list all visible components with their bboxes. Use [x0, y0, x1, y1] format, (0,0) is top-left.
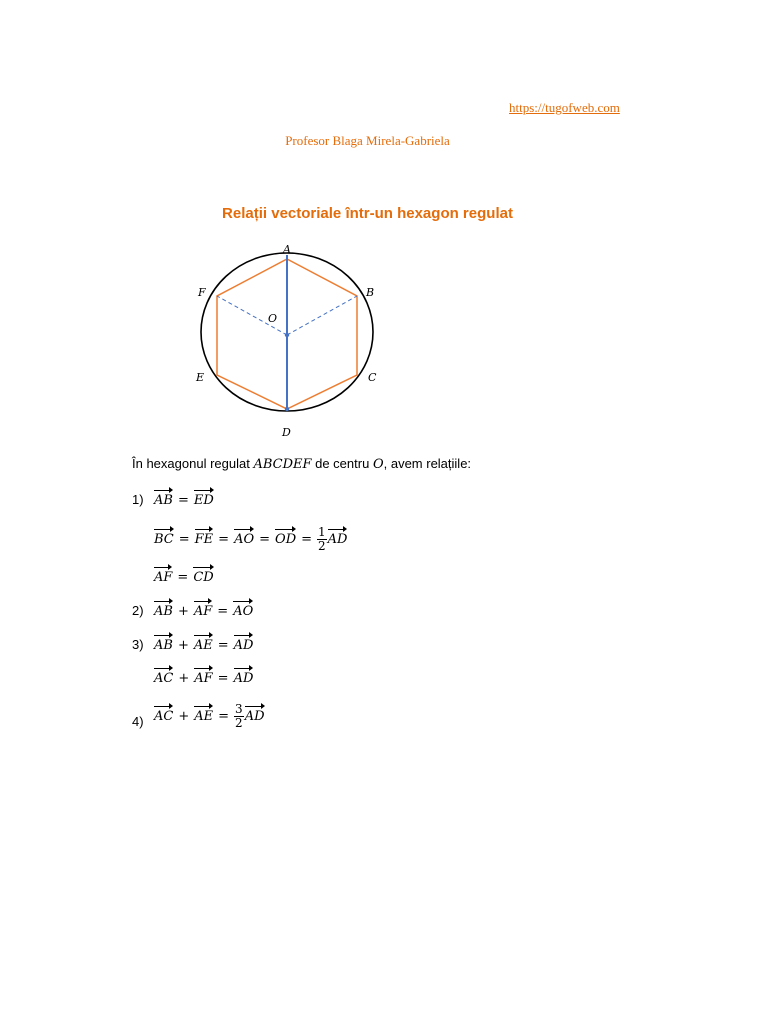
page-title: Relații vectoriale într-un hexagon regulat: [222, 205, 513, 222]
relation-4-number: 4): [132, 714, 144, 729]
label-f: F: [198, 286, 206, 299]
relation-1-line-1: AB = ED: [154, 489, 214, 508]
center-point: [285, 333, 289, 337]
hexagon-figure: [190, 240, 400, 445]
relation-2-number: 2): [132, 603, 144, 618]
point-d: [285, 407, 289, 411]
label-c: C: [368, 371, 377, 384]
relation-2: AB + AF = AO: [154, 600, 253, 619]
label-o: O: [268, 312, 278, 325]
relation-1-number: 1): [132, 492, 144, 507]
fraction-three-halves: $\frac{3}{2}$: [235, 702, 243, 730]
radius-ob: [287, 296, 357, 335]
relation-3-line-1: AB + AE = AD: [154, 634, 253, 653]
label-a: A: [283, 243, 291, 256]
intro-text: În hexagonul regulat ABCDEF de centru O, avem relațiile:: [132, 456, 472, 472]
relation-1-line-3: AF = CD: [154, 566, 214, 585]
relation-4: AC + AE = $\frac{3}{2}$ AD: [154, 702, 265, 730]
label-b: B: [366, 286, 375, 299]
label-e: E: [196, 371, 205, 384]
source-link[interactable]: https://tugofweb.com: [509, 100, 620, 115]
relation-3-line-2: AC + AF = AD: [154, 667, 253, 686]
relation-1-line-2: BC = FE = AO = OD = $\frac{1}{2}$ AD: [154, 525, 348, 553]
label-d: D: [282, 426, 291, 439]
fraction-one-half: $\frac{1}{2}$: [318, 525, 326, 553]
relation-3-number: 3): [132, 637, 144, 652]
author-name: Profesor Blaga Mirela-Gabriela: [285, 133, 450, 148]
